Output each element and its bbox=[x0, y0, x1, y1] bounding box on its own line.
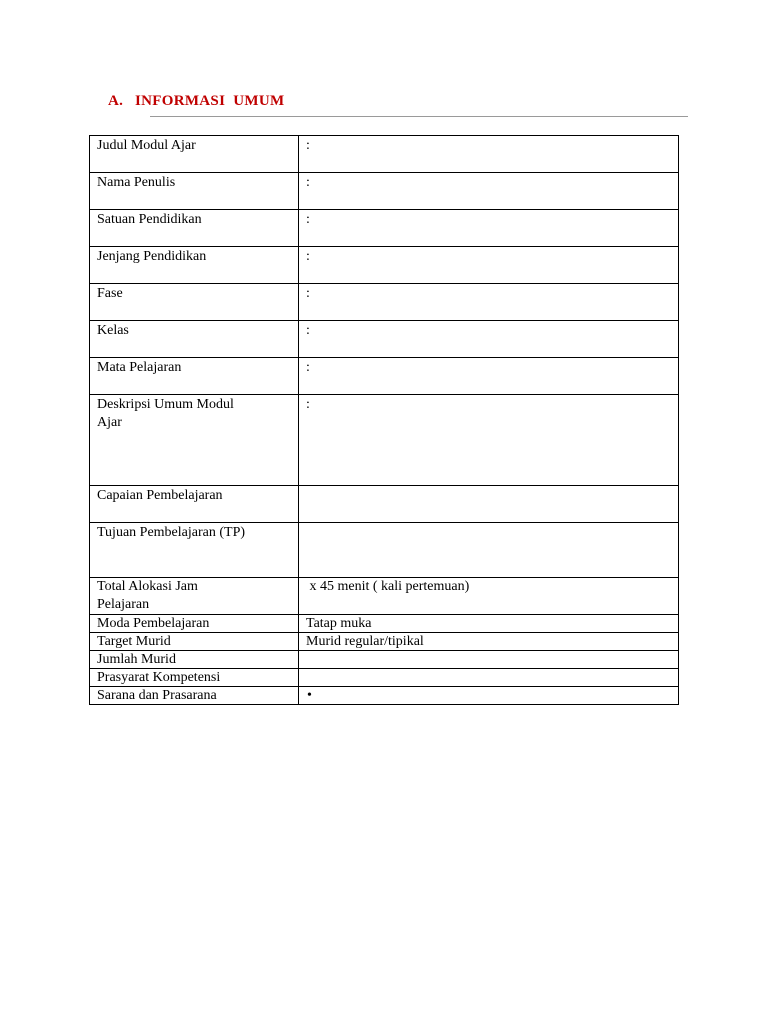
row-value bbox=[299, 687, 679, 705]
row-label: Jumlah Murid bbox=[90, 651, 299, 669]
table-row bbox=[90, 321, 679, 358]
table-row bbox=[90, 578, 679, 615]
row-label: Target Murid bbox=[90, 633, 299, 651]
row-value: : bbox=[299, 358, 679, 395]
table-row bbox=[90, 651, 679, 669]
row-label: Mata Pelajaran bbox=[90, 358, 299, 395]
row-label: Satuan Pendidikan bbox=[90, 210, 299, 247]
row-label: Nama Penulis bbox=[90, 173, 299, 210]
row-value: : bbox=[299, 136, 679, 173]
table-row bbox=[90, 395, 679, 486]
row-value: : bbox=[299, 284, 679, 321]
table-row bbox=[90, 633, 679, 651]
row-value: Murid regular/tipikal bbox=[299, 633, 679, 651]
row-label: Sarana dan Prasarana bbox=[90, 687, 299, 705]
row-label: Judul Modul Ajar bbox=[90, 136, 299, 173]
bullet-icon: • bbox=[307, 688, 312, 703]
table-row bbox=[90, 358, 679, 395]
row-label: Kelas bbox=[90, 321, 299, 358]
row-value: : bbox=[299, 210, 679, 247]
table-row bbox=[90, 669, 679, 687]
row-label bbox=[90, 395, 299, 486]
heading-underline bbox=[150, 116, 688, 117]
row-value bbox=[299, 669, 679, 687]
row-label-line: Ajar bbox=[97, 415, 122, 430]
table-row bbox=[90, 687, 679, 705]
table-row bbox=[90, 210, 679, 247]
table-row bbox=[90, 486, 679, 523]
table-row bbox=[90, 247, 679, 284]
row-label-line: Deskripsi Umum Modul bbox=[97, 397, 234, 412]
row-label bbox=[90, 578, 299, 615]
general-info-table bbox=[89, 135, 679, 705]
table-row bbox=[90, 284, 679, 321]
table-row bbox=[90, 173, 679, 210]
row-label: Jenjang Pendidikan bbox=[90, 247, 299, 284]
row-value bbox=[299, 651, 679, 669]
row-label: Tujuan Pembelajaran (TP) bbox=[90, 523, 299, 578]
row-label-line: Pelajaran bbox=[97, 597, 150, 612]
row-value: : bbox=[299, 247, 679, 284]
row-label: Moda Pembelajaran bbox=[90, 615, 299, 633]
table-row bbox=[90, 136, 679, 173]
row-value: Tatap muka bbox=[299, 615, 679, 633]
row-label-line: Total Alokasi Jam bbox=[97, 579, 198, 594]
row-value: : bbox=[299, 321, 679, 358]
section-title: INFORMASI UMUM bbox=[135, 93, 285, 109]
row-value bbox=[299, 523, 679, 578]
row-value: x 45 menit ( kali pertemuan) bbox=[299, 578, 679, 615]
row-value: : bbox=[299, 173, 679, 210]
row-label: Fase bbox=[90, 284, 299, 321]
section-heading bbox=[108, 93, 284, 110]
row-value: : bbox=[299, 395, 679, 486]
table-row bbox=[90, 523, 679, 578]
row-label: Capaian Pembelajaran bbox=[90, 486, 299, 523]
table-row bbox=[90, 615, 679, 633]
row-label: Prasyarat Kompetensi bbox=[90, 669, 299, 687]
row-value bbox=[299, 486, 679, 523]
section-number: A. bbox=[108, 93, 124, 109]
